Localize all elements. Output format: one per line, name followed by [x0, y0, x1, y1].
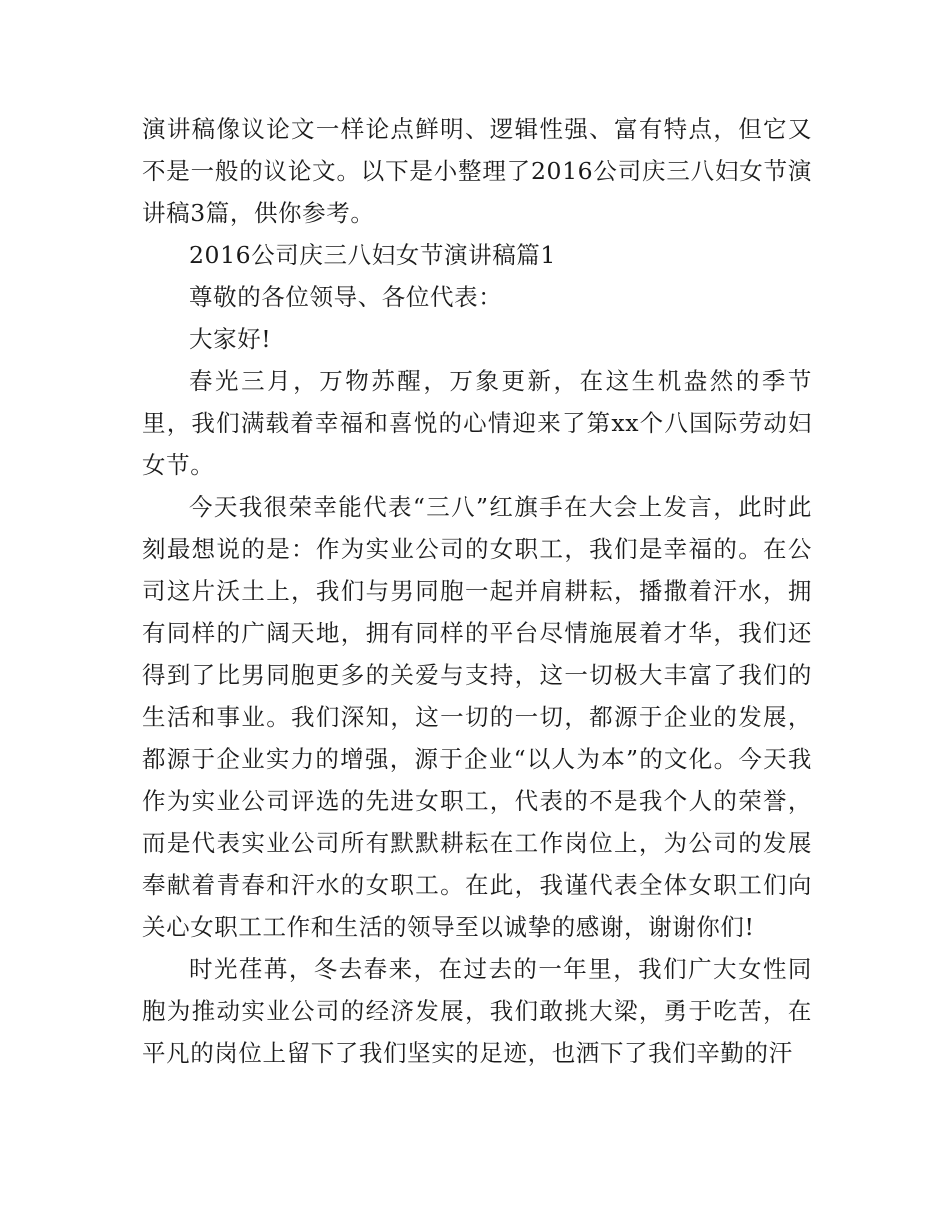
intro-paragraph: 演讲稿像议论文一样论点鲜明、逻辑性强、富有特点，但它又不是一般的议论文。以下是小整理了2016公司庆三八妇女节演讲稿3篇，供你参考。: [142, 115, 812, 227]
body-paragraph-spring: 春光三月，万物苏醒，万象更新，在这生机盎然的季节里，我们满载着幸福和喜悦的心情迎来了第xx个八国际劳动妇女节。: [142, 367, 812, 479]
speech-title: 2016公司庆三八妇女节演讲稿篇1: [189, 241, 556, 269]
document-body: [142, 108, 812, 1074]
body-paragraph-time: 时光荏苒，冬去春来，在过去的一年里，我们广大女性同胞为推动实业公司的经济发展，我们敢挑大梁，勇于吃苦，在平凡的岗位上留下了我们坚实的足迹，也洒下了我们辛勤的汗: [142, 955, 812, 1067]
greeting: 大家好!: [189, 325, 272, 353]
salutation: 尊敬的各位领导、各位代表：: [189, 283, 503, 311]
body-paragraph-honor: 今天我很荣幸能代表“三八”红旗手在大会上发言，此时此刻最想说的是：作为实业公司的女职工，我们是幸福的。在公司这片沃土上，我们与男同胞一起并肩耕耘，播撒着汗水，拥有同样的广阔天地，拥有同样的平台尽情施展着才华，我们还得到了比男同胞更多的关爱与支持，这一切极大丰富了我们的生活和事业。我们深知，这一切的一切，都源于企业的发展，都源于企业实力的增强，源于企业“以人为本”的文化。今天我作为实业公司评选的先进女职工，代表的不是我个人的荣誉，而是代表实业公司所有默默耕耘在工作岗位上，为公司的发展奉献着青春和汗水的女职工。在此，我谨代表全体女职工们向关心女职工工作和生活的领导至以诚挚的感谢，谢谢你们!: [142, 493, 812, 941]
